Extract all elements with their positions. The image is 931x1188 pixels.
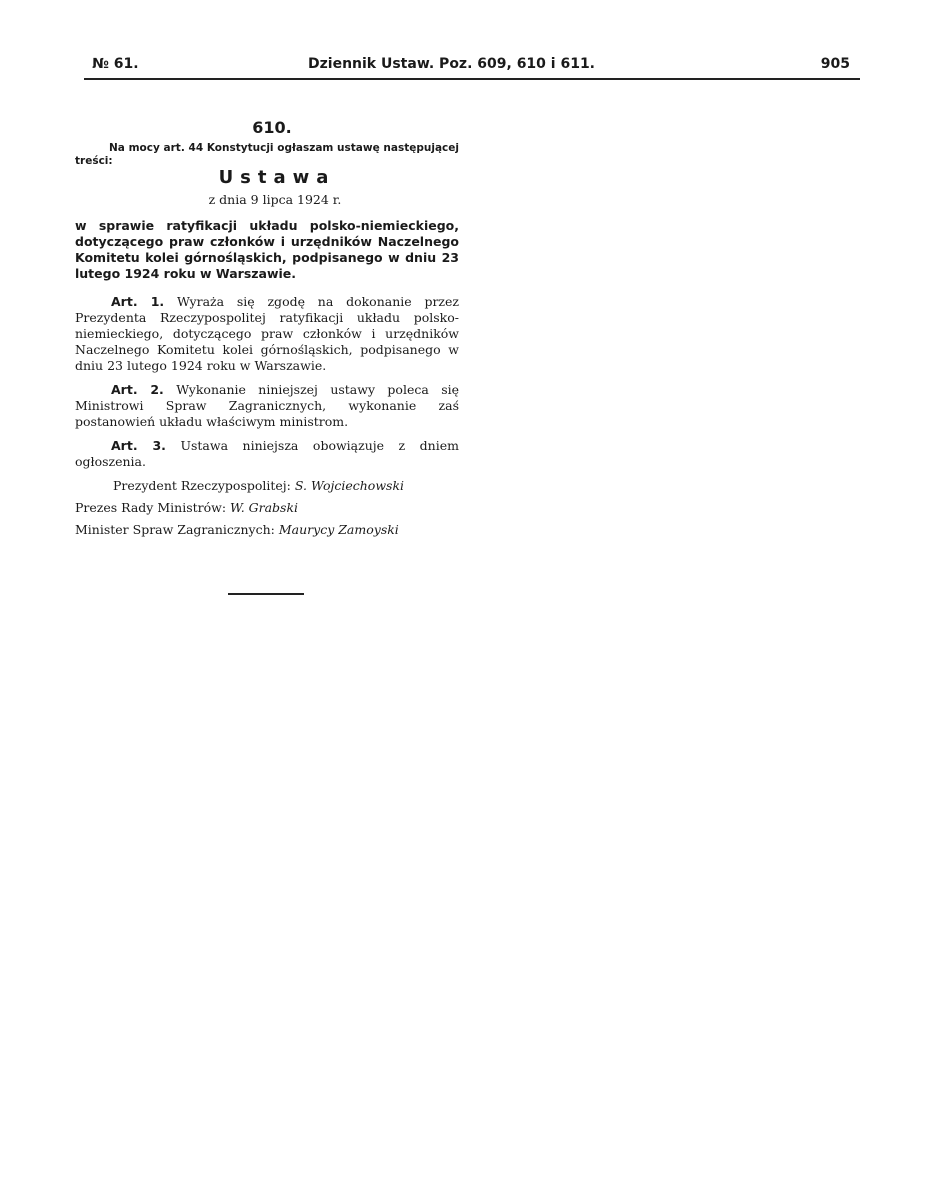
header-divider	[84, 78, 860, 80]
signature-role: Minister Spraw Zagranicznych:	[75, 522, 275, 537]
signature-president	[75, 478, 459, 494]
issue-number: № 61.	[92, 56, 139, 72]
article-text: Ustawa niniejsza obowiązuje z dniem ogłoszenia.	[75, 438, 459, 469]
signature-name: W. Grabski	[230, 500, 299, 515]
signature-role: Prezydent Rzeczypospolitej:	[113, 478, 291, 493]
article-label: Art. 2.	[111, 382, 164, 397]
running-header	[86, 56, 850, 78]
act-column	[75, 120, 459, 544]
signature-name: S. Wojciechowski	[294, 478, 405, 493]
journal-title: Dziennik Ustaw. Poz. 609, 610 i 611.	[308, 56, 595, 72]
article-label: Art. 3.	[111, 438, 166, 453]
article-text: Wyraża się zgodę na dokonanie przez Prezydenta Rzeczypospolitej ratyfikacji układu polsko-niemieckiego, dotyczącego praw członków i urzędników Naczelnego Komitetu kolei górnośląskich, podpisanego w dniu 23 lutego 1924 roku w Warszawie.	[75, 294, 459, 373]
signature-prime-minister	[75, 500, 459, 516]
act-number: 610.	[252, 118, 292, 137]
article-label: Art. 1.	[111, 294, 165, 309]
act-intro: Na mocy art. 44 Konstytucji ogłaszam ustawę następującej treści:	[75, 142, 459, 167]
act-date: z dnia 9 lipca 1924 r.	[208, 192, 342, 207]
article-text: Wykonanie niniejszej ustawy poleca się Ministrowi Spraw Zagranicznych, wykonanie zaś postanowień układu właściwym ministrom.	[75, 382, 459, 429]
article-1	[75, 294, 459, 374]
article-3	[75, 438, 459, 470]
signature-role: Prezes Rady Ministrów:	[75, 500, 227, 515]
signature-foreign-minister	[75, 522, 459, 538]
article-2	[75, 382, 459, 430]
end-divider	[228, 593, 304, 595]
act-title: Ustawa	[218, 167, 336, 188]
signature-name: Maurycy Zamoyski	[278, 522, 399, 537]
act-subject: w sprawie ratyfikacji układu polsko-niemieckiego, dotyczącego praw członków i urzędników Naczelnego Komitetu kolei górnośląskich, podpisanego w dniu 23 lutego 1924 roku w Warszawie.	[75, 218, 459, 281]
page-number: 905	[820, 56, 850, 72]
